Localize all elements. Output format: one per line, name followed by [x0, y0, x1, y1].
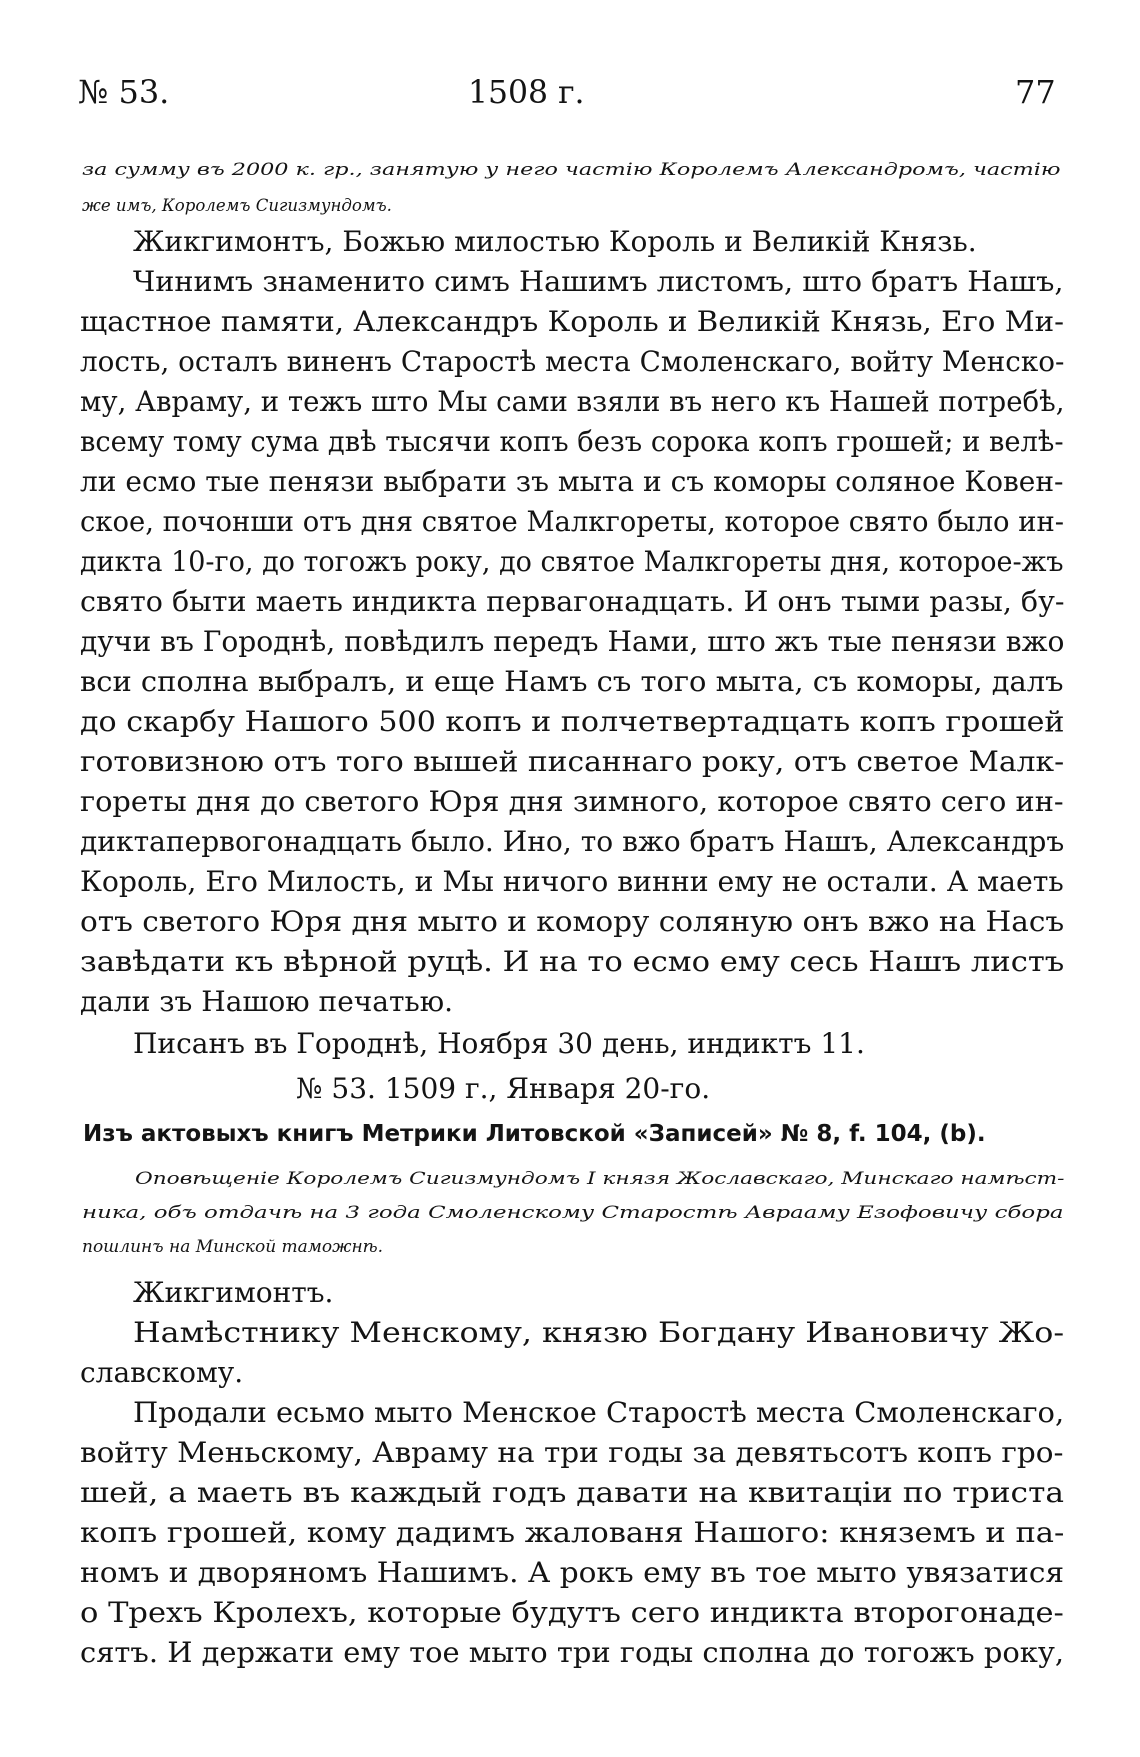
doc2-opening-line: Жикгимонтъ.: [133, 1276, 334, 1309]
doc1-body-line: Чинимъ знаменито симъ Нашимъ листомъ, што братъ Нашъ,: [133, 265, 1064, 298]
doc1-body-line: дикта 10-го, до тогожъ року, до святое Малкгореты дня, которое-жъ: [80, 545, 1064, 578]
doc2-body-line: шей, а маеть въ каждый годъ давати на квитаціи по триста: [80, 1476, 1065, 1509]
doc2-source: Изъ актовыхъ книгъ Метрики Литовской «Записей» № 8, f. 104, (b).: [83, 1121, 986, 1147]
doc1-opening-line: Жикгимонтъ, Божью милостью Король и Великій Князь.: [133, 225, 977, 258]
doc1-summary-line: за сумму въ 2000 к. гр., занятую у него частію Королемъ Александромъ, частію: [82, 160, 1061, 180]
doc2-body-line: Продали есьмо мыто Менское Старостѣ места Смоленскаго,: [133, 1396, 1065, 1429]
doc2-body-line: сятъ. И держати ему тое мыто три годы сполна до тогожъ року,: [80, 1636, 1065, 1669]
doc1-body-line: гореты дня до светого Юря дня зимного, которое свято сего ин-: [80, 785, 1064, 818]
doc2-body-line: войту Меньскому, Авраму на три годы за девятьсотъ копъ гро-: [80, 1436, 1064, 1469]
doc1-body-line: завѣдати къ вѣрной руцѣ. И на то есмо ему сесь Нашъ листъ: [80, 945, 1065, 978]
doc1-body-line: лость, осталъ виненъ Старостѣ места Смоленскаго, войту Менско-: [80, 345, 1065, 378]
doc1-body-line: вси сполна выбралъ, и еще Намъ съ того мыта, съ коморы, далъ: [80, 665, 1064, 698]
header-number: № 53.: [78, 73, 170, 111]
doc1-body-line: до скарбу Нашого 500 копъ и полчетвертадцать копъ грошей: [80, 705, 1065, 738]
doc1-body-line: ское, почонши отъ дня святое Малкгореты, которое свято было ин-: [80, 505, 1065, 538]
doc1-body-line: всему тому сума двѣ тысячи копъ безъ сорока копъ грошей; и велѣ-: [80, 425, 1064, 458]
doc2-body-line: копъ грошей, кому дадимъ жалованя Нашого: княземъ и па-: [80, 1516, 1065, 1549]
doc1-body-line: готовизною отъ того вышей писаннаго року, отъ светое Малк-: [80, 745, 1065, 778]
doc2-summary-line: Оповѣщеніе Королемъ Сигизмундомъ I князя Жославскаго, Минскаго намѣст-: [135, 1169, 1065, 1189]
doc2-summary-line: ника, объ отдачѣ на 3 года Смоленскому Старостѣ Аврааму Езофовичу сбора: [82, 1203, 1064, 1223]
doc2-heading: № 53. 1509 г., Января 20-го.: [296, 1072, 711, 1105]
doc1-body-line: диктапервогонадцать было. Ино, то вжо братъ Нашъ, Александръ: [80, 825, 1065, 858]
doc1-date-line: Писанъ въ Городнѣ, Ноября 30 день, индиктъ 11.: [133, 1027, 865, 1060]
doc2-summary-line: пошлинъ на Минской таможнѣ.: [82, 1237, 384, 1257]
doc1-body-line: ли есмо тые пенязи выбрати зъ мыта и съ коморы соляное Ковен-: [80, 465, 1064, 498]
doc1-summary-line: же имъ, Королемъ Сигизмундомъ.: [82, 196, 392, 216]
header-year: 1508 г.: [468, 73, 585, 111]
page-number: 77: [1015, 73, 1056, 111]
doc2-address-line: славскому.: [80, 1356, 244, 1389]
doc1-body-line: свято быти маеть индикта первагонадцать. И онъ тыми разы, бу-: [80, 585, 1065, 618]
doc1-body-line: дали зъ Нашою печатью.: [80, 985, 453, 1018]
doc2-body-line: номъ и дворяномъ Нашимъ. А рокъ ему въ тое мыто увязатися: [80, 1556, 1065, 1589]
doc1-body-line: му, Авраму, и тежъ што Мы сами взяли въ него къ Нашей потребѣ,: [80, 385, 1065, 418]
doc1-body-line: дучи въ Городнѣ, повѣдилъ передъ Нами, што жъ тые пенязи вжо: [80, 625, 1065, 658]
doc2-body-line: о Трехъ Кролехъ, которые будутъ сего индикта второгонаде-: [80, 1596, 1064, 1629]
doc1-body-line: отъ светого Юря дня мыто и комору соляную онъ вжо на Насъ: [80, 905, 1065, 938]
doc2-address-line: Намѣстнику Менскому, князю Богдану Ивановичу Жо-: [133, 1316, 1065, 1349]
doc1-body-line: щастное памяти, Александръ Король и Великій Князь, Его Ми-: [80, 305, 1065, 338]
doc1-body-line: Король, Его Милость, и Мы ничого винни ему не остали. А маеть: [80, 865, 1064, 898]
